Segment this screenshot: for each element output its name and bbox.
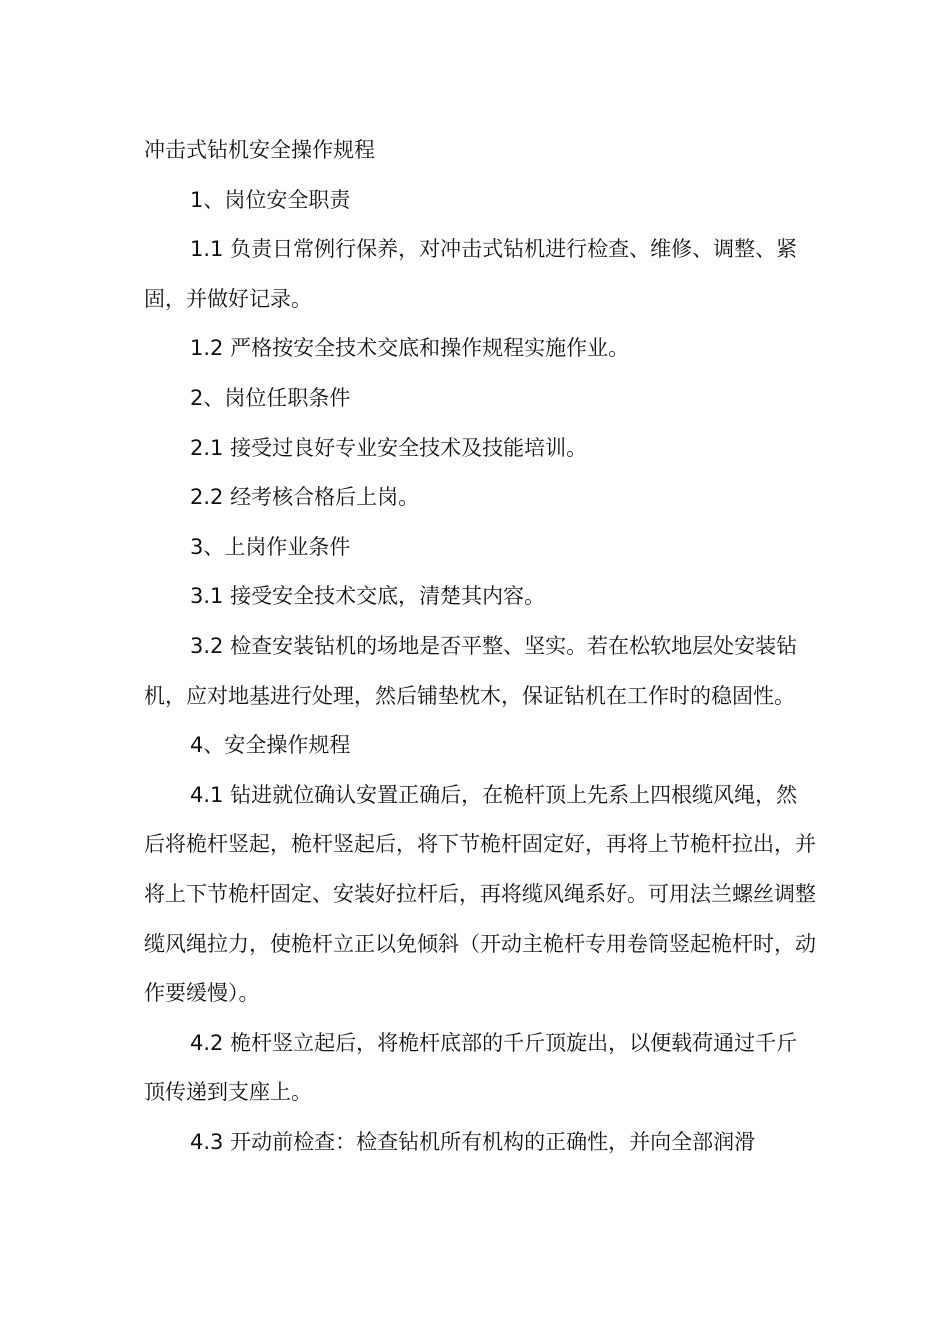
paragraph-4-2: 4.2 桅杆竖立起后，将桅杆底部的千斤顶旋出，以便载荷通过千斤顶传递到支座上。	[144, 1030, 798, 1105]
document-title: 冲击式钻机安全操作规程	[144, 138, 375, 162]
section-heading-2: 2、岗位任职条件	[190, 385, 351, 410]
section-heading-4: 4、安全操作规程	[190, 733, 351, 758]
section-heading-1: 1、岗位安全职责	[190, 187, 351, 212]
paragraph-4-1: 4.1 钻进就位确认安置正确后，在桅杆顶上先系上四根缆风绳，然后将桅杆竖起，桅杆竖起后，将下节桅杆固定好，再将上节桅杆拉出，并将上下节桅杆固定、安装好拉杆后，再将缆风绳系好。可用法兰螺丝调整缆风绳拉力，使桅杆立正以免倾斜（开动主桅杆专用卷筒竖起桅杆时，动作要缓慢）。	[144, 782, 816, 1006]
document-body	[144, 126, 816, 1167]
paragraph-1-2: 1.2 严格按安全技术交底和操作规程实施作业。	[190, 336, 630, 361]
section-heading-3: 3、上岗作业条件	[190, 534, 351, 559]
paragraph-2-2: 2.2 经考核合格后上岗。	[190, 485, 420, 510]
paragraph-1-1: 1.1 负责日常例行保养，对冲击式钻机进行检查、维修、调整、紧固，并做好记录。	[144, 237, 798, 311]
paragraph-2-1: 2.1 接受过良好专业安全技术及技能培训。	[190, 435, 588, 460]
paragraph-3-1: 3.1 接受安全技术交底，清楚其内容。	[190, 584, 546, 609]
paragraph-3-2: 3.2 检查安装钻机的场地是否平整、坚实。若在松软地层处安装钻机，应对地基进行处理，然后铺垫枕木，保证钻机在工作时的稳固性。	[144, 633, 798, 708]
paragraph-4-3: 4.3 开动前检查：检查钻机所有机构的正确性，并向全部润滑	[190, 1129, 756, 1154]
